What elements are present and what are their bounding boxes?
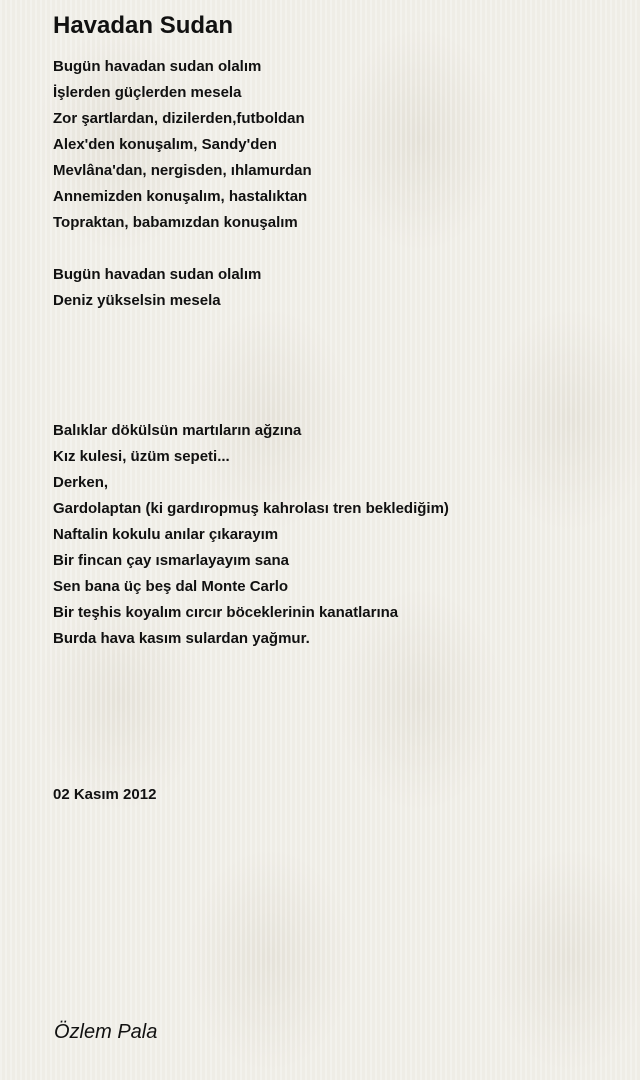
stanza-break <box>53 314 613 418</box>
poem-line: Balıklar dökülsün martıların ağzına <box>53 422 302 439</box>
poem-line: Derken, <box>53 474 109 491</box>
poem-line: Bugün havadan sudan olalım <box>53 266 262 283</box>
poem-line: Alex'den konuşalım, Sandy'den <box>53 136 277 153</box>
poem-line: Bir fincan çay ısmarlayayım sana <box>53 552 289 569</box>
poem-line: Mevlâna'dan, nergisden, ıhlamurdan <box>53 162 312 179</box>
poem-line: Bugün havadan sudan olalım <box>53 58 262 75</box>
poem-line: Topraktan, babamızdan konuşalım <box>53 214 298 231</box>
poem-body <box>53 54 613 808</box>
poem-author: Özlem Pala <box>54 1021 158 1043</box>
poem-title: Havadan Sudan <box>53 12 234 39</box>
poem-line: Zor şartlardan, dizilerden,futboldan <box>53 110 305 127</box>
stanza-break <box>53 652 613 782</box>
poem-line: Naftalin kokulu anılar çıkarayım <box>53 526 279 543</box>
poem-date: 02 Kasım 2012 <box>53 786 157 803</box>
stanza-break <box>53 236 613 262</box>
poem-line: Burda hava kasım sulardan yağmur. <box>53 630 310 647</box>
poem-line: Kız kulesi, üzüm sepeti... <box>53 448 230 465</box>
poem-line: Sen bana üç beş dal Monte Carlo <box>53 578 289 595</box>
poem-line: Bir teşhis koyalım cırcır böceklerinin kanatlarına <box>53 604 399 621</box>
poem-line: Gardolaptan (ki gardıropmuş kahrolası tren beklediğim) <box>53 500 449 517</box>
poem-line: Annemizden konuşalım, hastalıktan <box>53 188 308 205</box>
poem-line: İşlerden güçlerden mesela <box>53 84 242 101</box>
poem-line: Deniz yükselsin mesela <box>53 292 221 309</box>
